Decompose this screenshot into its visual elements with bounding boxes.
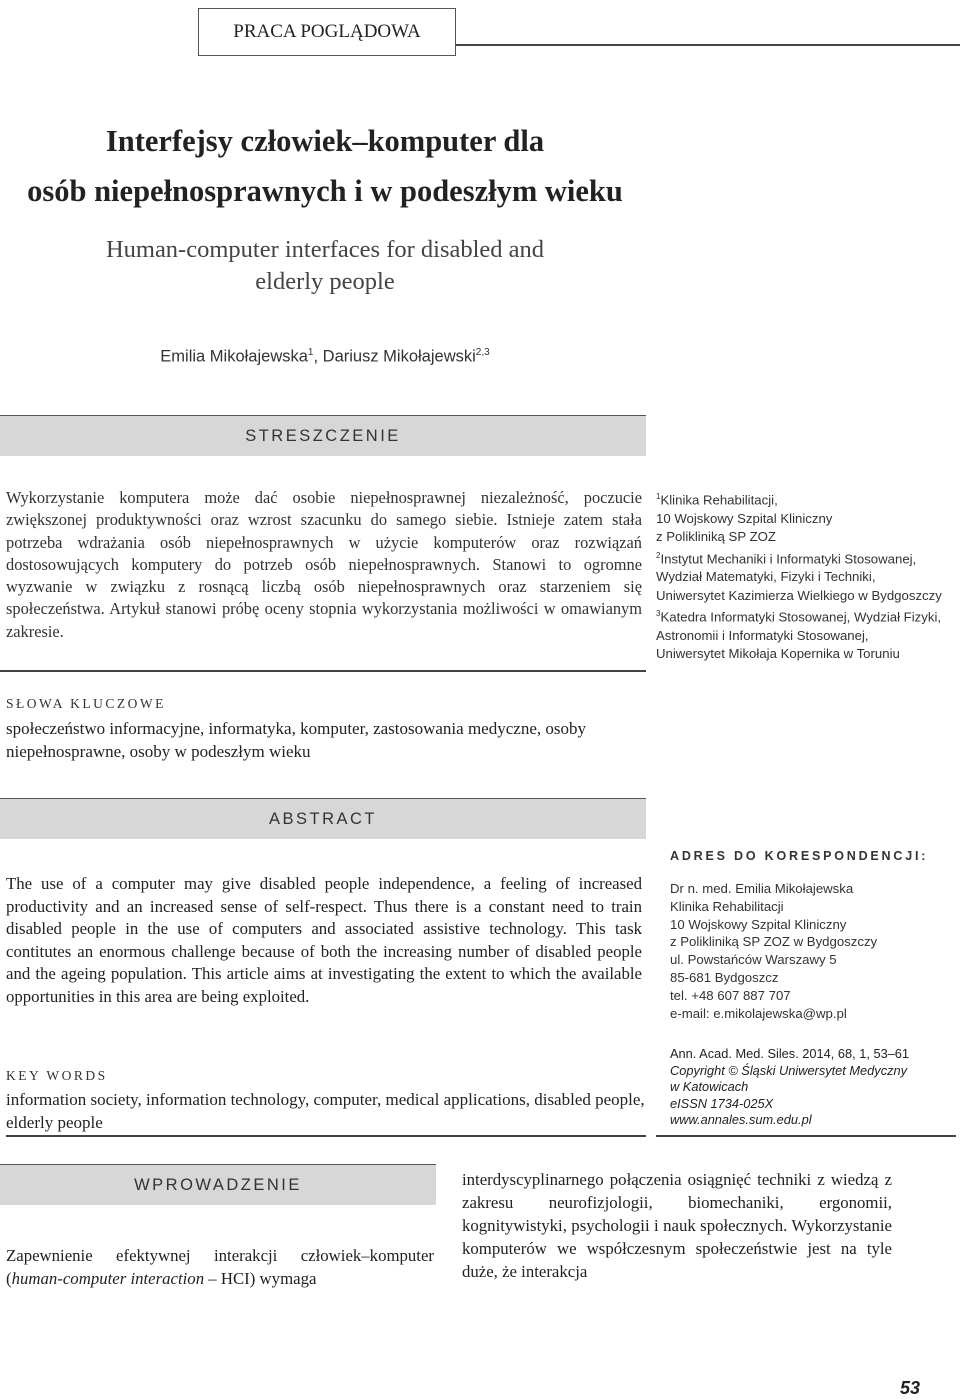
article-category-box <box>198 8 456 56</box>
keywords-pl-heading: SŁOWA KLUCZOWE <box>6 696 166 711</box>
author-name: Dariusz Mikołajewski <box>322 347 476 366</box>
affiliation-item <box>656 547 956 606</box>
page-number: 53 <box>900 1378 921 1398</box>
correspondence-line: Klinika Rehabilitacji <box>670 898 784 914</box>
journal-website: www.annales.sum.edu.pl <box>670 1112 812 1128</box>
author-separator: , <box>313 347 323 366</box>
streszczenie-heading: STRESZCZENIE <box>245 426 401 445</box>
affiliation-line: Uniwersytet Kazimierza Wielkiego w Bydgoszczy <box>656 587 942 603</box>
introduction-right-column: interdyscyplinarnego połączenia osiągnięć techniki z wiedzą z zakresu neurofizjologii, biomechaniki, ergonomii, kognitywistyki, psychologii i nauk społecznych. Wykorzystanie komputerów we współczesnym społeczeństwie jest na tyle duże, że interakcja <box>462 1170 892 1281</box>
article-category: PRACA POGLĄDOWA <box>233 21 421 42</box>
affiliation-number: 2 <box>656 550 661 560</box>
abstract-heading: ABSTRACT <box>268 809 377 828</box>
correspondence-email: e-mail: e.mikolajewska@wp.pl <box>670 1005 847 1021</box>
keywords-en-heading: KEY WORDS <box>6 1068 108 1083</box>
header-rule <box>456 44 960 46</box>
affiliation-line: Klinika Rehabilitacji, <box>660 492 778 508</box>
correspondence-line: Dr n. med. Emilia Mikołajewska <box>670 881 854 896</box>
streszczenie-heading-band <box>0 415 646 456</box>
correspondence-heading: ADRES DO KORESPONDENCJI: <box>670 849 929 863</box>
author-name: Emilia Mikołajewska <box>160 347 308 366</box>
introduction-text: Zapewnienie efektywnej interakcji człowiek–komputer ( <box>6 1246 434 1288</box>
subtitle-line-2: elderly people <box>255 268 395 295</box>
subtitle-line-1: Human-computer interfaces for disabled and <box>105 236 545 263</box>
keywords-pl-text: społeczeństwo informacyjne, informatyka, komputer, zastosowania medyczne, osoby niepełnosprawne, osoby w podeszłym wieku <box>6 719 586 761</box>
affiliation-line: Katedra Informatyki Stosowanej, Wydział Fizyki, <box>660 609 942 625</box>
journal-copyright: Copyright © Śląski Uniwersytet Medyczny <box>670 1062 908 1078</box>
affiliation-number: 1 <box>656 492 661 501</box>
author-affiliation-ref: 1 <box>307 347 314 358</box>
author-list <box>0 347 650 367</box>
affiliation-line: Uniwersytet Mikołaja Kopernika w Toruniu <box>656 646 900 662</box>
streszczenie-text: Wykorzystanie komputera może dać osobie niepełnosprawnej niezależność, poczucie zwiększonej produktywności oraz wzrost szacunku do samego siebie. Istnieje zatem stała potrzeba wdrażania osób niepełnosprawnych w użycie komputerów oraz rozwiązań dostosowujących komputery do potrzeb osób niepełnosprawnych. Stanowi to ogromne wyzwanie w związku z rosnącą liczbą osób niepełnosprawnych oraz starzeniem się społeczeństwa. Artykuł stanowi próbę oceny stopnia wykorzystania możliwości w omawianym zakresie. <box>6 488 642 641</box>
journal-citation: Ann. Acad. Med. Siles. 2014, 68, 1, 53–61 <box>670 1046 910 1061</box>
introduction-text: – HCI) wymaga <box>204 1269 317 1288</box>
introduction-heading: WPROWADZENIE <box>134 1175 302 1194</box>
article-title <box>0 116 650 216</box>
affiliation-line: Astronomii i Informatyki Stosowanej, <box>656 628 869 644</box>
correspondence-line: tel. +48 607 887 707 <box>670 987 791 1003</box>
affiliation-item <box>656 488 956 547</box>
correspondence-line: 85-681 Bydgoszcz <box>670 969 779 985</box>
affiliations <box>656 488 956 664</box>
title-line-1: Interfejsy człowiek–komputer dla <box>105 124 545 158</box>
section-divider <box>6 1135 646 1137</box>
affiliation-number: 3 <box>656 609 661 619</box>
author-affiliation-ref: 2,3 <box>475 347 490 358</box>
affiliation-line: Wydział Matematyki, Fizyki i Techniki, <box>656 569 876 585</box>
journal-info <box>670 1046 960 1129</box>
affiliation-line: 10 Wojskowy Szpital Kliniczny <box>656 510 833 526</box>
affiliation-line: z Polikliniką SP ZOZ <box>656 529 776 545</box>
title-line-2: osób niepełnosprawnych i w podeszłym wieku <box>27 174 623 208</box>
correspondence-line: ul. Powstańców Warszawy 5 <box>670 952 837 968</box>
introduction-left-column <box>6 1244 434 1290</box>
journal-eissn: eISSN 1734-025X <box>670 1095 774 1111</box>
keywords-en-text: information society, information technology, computer, medical applications, disabled people, elderly people <box>6 1090 645 1132</box>
section-divider <box>0 670 646 672</box>
introduction-term: human-computer interaction <box>11 1269 205 1288</box>
article-subtitle <box>0 234 650 298</box>
affiliation-item <box>656 605 956 664</box>
correspondence-address <box>670 880 960 1022</box>
correspondence-line: z Polikliniką SP ZOZ w Bydgoszczy <box>670 934 878 950</box>
abstract-text: The use of a computer may give disabled people independence, a feeling of increased productivity and an increased sense of self-respect. Thus there is a constant need to train disabled people in the use of computers and associated assistive technology. This task contitutes an enormous challenge because of both the increasing number of disabled people and the ageing population. This article aims at investigating the extent to which the available opportunities in this area are being exploited. <box>6 874 642 1006</box>
correspondence-line: 10 Wojskowy Szpital Kliniczny <box>670 916 847 932</box>
affiliation-line: Instytut Mechaniki i Informatyki Stosowanej, <box>660 551 917 566</box>
section-divider <box>656 1135 956 1137</box>
abstract-heading-band <box>0 798 646 839</box>
journal-copyright: w Katowicach <box>670 1079 749 1095</box>
introduction-heading-band <box>0 1164 436 1205</box>
